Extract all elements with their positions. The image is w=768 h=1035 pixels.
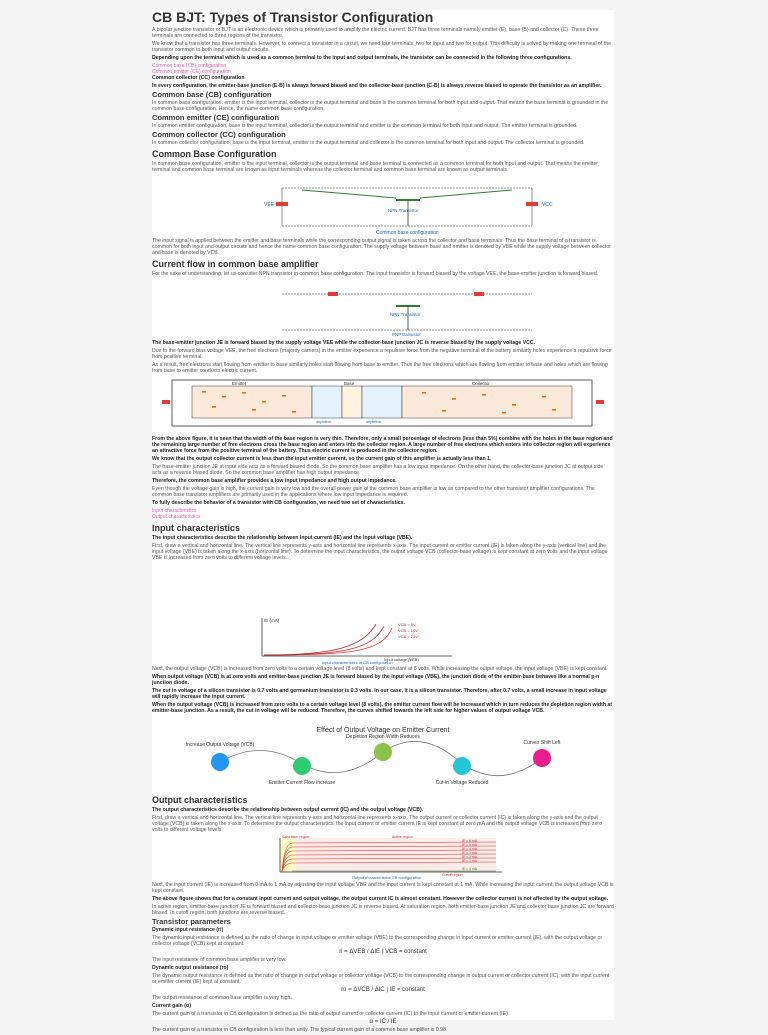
base-label: Base xyxy=(344,381,355,386)
char-list-item-2[interactable]: Output characteristics xyxy=(152,514,201,520)
tp-paragraph-5: The current gain of a transistor in CB configuration is defined as the ratio of output current or collector current (IC) to the input current or emitter current (IE). xyxy=(152,1011,510,1017)
cbc-paragraph-2: The input signal is applied between the emitter and base terminals while the corresponding output signal is taken across the collector and base terminals. Thus the base terminal of a transistor is common for both input and output circuits and hence the name common base configuration. The supply voltage between base and emitter is denoted by VBE while the supply voltage between collector and base is denoted by VCB. xyxy=(152,238,611,256)
cbc-paragraph-1: In common base configuration, emitter is the input terminal, collector is the output terminal and base terminal is connected as a common terminal for both input and output. That means the emitter terminal and common base terminal are known as input terminals whereas the collector terminal and common base terminal are known as output terminals. xyxy=(152,161,598,173)
node-1-label: Increase Output Voltage (VCB) xyxy=(185,742,255,748)
node-1-icon xyxy=(211,753,229,771)
oc-curve-3: IE = 3 mA xyxy=(462,851,477,855)
page-title: CB BJT: Types of Transistor Configuration xyxy=(152,9,434,25)
svg-text:VCC: VCC xyxy=(542,202,553,208)
emitter-label: Emitter xyxy=(232,381,247,386)
input-chart-caption: Input characteristics of CB configuration xyxy=(322,660,393,665)
section-common-base: Common Base Configuration xyxy=(152,149,277,159)
cutoff-label: Cutoff region xyxy=(442,873,463,877)
node-2-icon xyxy=(293,757,311,775)
cf-paragraph-1: For the sake of understanding, let us consider NPN transistor in common base configuration. The input transistor is forward biased by the voltage VEE, the base-emitter junction is forward biased. xyxy=(152,271,599,277)
oc-paragraph-3: Next, the input current (IE) is increased from 0 mA to 1 mA by adjusting the input voltage VBE and the input current is kept constant at 1 mA. While increasing the input current, the output voltage VCB is kept constant. xyxy=(152,882,614,894)
section-current-flow: Current flow in common base amplifier xyxy=(152,259,319,269)
cf-paragraph-7: The base-emitter junction JE at input side acts as a forward biased diode. So the common base amplifier has a low input impedance. On the other hand, the collector-base junction JC at output side acts as a reverse biased diode. So the common base amplifier has high output impedance. xyxy=(152,464,604,476)
oc-curve-5: IE = 1 mA xyxy=(462,859,477,863)
tp-paragraph-2: The input resistance of common base amplifier is very low. xyxy=(152,957,287,963)
input-chart-ylabel: IE (mA) xyxy=(264,618,280,623)
eq-ro: ro = ΔVCB / ΔIC | IE = constant xyxy=(341,987,425,993)
subhead-dyn-in: Dynamic input resistance (ri) xyxy=(152,927,224,933)
eq-ri: ri = ΔVEB / ΔIE | VCB = constant xyxy=(339,949,427,955)
collector-label: Collector xyxy=(472,381,490,386)
node-3-label: Depletion Region Width Reduces xyxy=(346,734,420,740)
section-transistor-parameters: Transistor parameters xyxy=(152,917,231,926)
oc-curve-2: IE = 4 mA xyxy=(462,847,477,851)
cb-config-label: Common base configuration xyxy=(376,230,439,236)
node-5-label: Curves Shift Left xyxy=(523,740,561,746)
npn-label: NPN Transistor xyxy=(388,208,419,213)
ic-paragraph-3: Next, the output voltage (VCB) is increased from zero volts to a certain voltage level (8 volts) and kept constant at 8 volts. While increasing the output voltage, the input voltage (VBE) is kept constant. xyxy=(152,666,608,672)
oc-paragraph-5: In active region, emitter-base junction JE is forward biased and collector-base junction JC is reverse biased. At saturation region, both emitter-base junction JE and collector base junction JC are forward biased. In cutoff region, both junctions are reverse biased. xyxy=(152,904,614,916)
node-4-icon xyxy=(453,757,471,775)
output-chart-caption: Output characteristics CB configuration xyxy=(352,875,422,880)
cf-paragraph-6: We know that the output collector current is less than the input emitter current, so the current gain of this amplifier is actually less than 1. xyxy=(152,456,492,462)
curve-label-2: VCB = 20V xyxy=(398,634,418,639)
subhead-ce: Common emitter (CE) configuration xyxy=(152,113,280,122)
saturation-label: Saturation region xyxy=(282,835,310,839)
svg-text:VEE: VEE xyxy=(264,202,275,208)
subhead-gain: Current gain (α) xyxy=(152,1003,191,1009)
cb-circuit-diagram xyxy=(152,178,614,236)
oc-paragraph-2: First, draw a vertical and horizontal line. The vertical line represents y-axis and horizontal line represents x-axis. The output current or collector current (IC) is taken along the y-axis and the output voltage (VCB) is taken along the x-axis. To determine the output characteristics, the input current or emitter current IE is kept constant at zero mA and the output voltage VCB is increased from zero volts to different voltage levels. xyxy=(152,815,602,833)
infographic-title: Effect of Output Voltage on Emitter Current xyxy=(316,727,450,734)
intro-paragraph-1: A bipolar junction transistor or BJT is an electronic device which is primarily used to amplify the electric current. BJT has three terminals namely emitter (E), base (B) and collector (C). These three terminals are connected to three regions of the transistor. xyxy=(152,27,599,39)
oc-paragraph-1: The output characteristics describe the relationship between output current (IC) and the output voltage (VCB). xyxy=(152,807,424,813)
input-chart-xlabel: Input voltage (VEB) xyxy=(384,657,419,662)
cc-paragraph: In common collector configuration, base is the input terminal, emitter is the output terminal and collector is the common terminal for both input and output. The collector terminal is grounded. xyxy=(152,140,585,146)
subhead-cc: Common collector (CC) configuration xyxy=(152,130,286,139)
tp-paragraph-4: The output resistance of common base amplifier is very high. xyxy=(152,995,292,1001)
cf-paragraph-8: Therefore, the common base amplifier provides a low input impedance and high output impedance. xyxy=(152,478,397,484)
intro-paragraph-2: We know that a transistor has three terminals. However, to connect a transistor in a circuit, we need four terminals: two for input and two for output. This difficulty is solved by making one terminal of the transistor common to both input and output circuits. xyxy=(152,41,612,53)
subhead-cb: Common base (CB) configuration xyxy=(152,90,272,99)
char-list-item-1[interactable]: Input characteristics xyxy=(152,508,197,514)
tp-paragraph-3: The dynamic output resistance is defined as the ratio of change in output voltage or collector voltage (VCB) to the corresponding change in output current or collector current (IC), with the input current or emitter current (IE) kept at constant. xyxy=(152,973,610,985)
npn-label-2: NPN Transistor xyxy=(390,312,421,317)
active-label: Active region xyxy=(392,835,413,839)
ic-paragraph-4: When output voltage (VCB) is at zero volts and emitter-base junction JE is forward biased by the input voltage (VBE), the junction diode of the emitter-base behaves like a normal p-n junction diode. xyxy=(152,674,600,686)
curve-vcb-10 xyxy=(264,626,384,655)
section-input-characteristics: Input characteristics xyxy=(152,523,241,533)
cf-paragraph-5: From the above figure, it is seen that the width of the base region is very thin. Therefore, only a small percentage of electrons (less than 5%) combine with the holes in the base region and the remaining large number of free electrons cross the base region and enters into the collector region. A large number of free electrons which enters into collector region will experience an attractive force from the positive terminal of the battery. Thus electric current is produced in the collector region. xyxy=(152,436,613,454)
tp-paragraph-6: The current gain of a transistor in CB configuration is less than unity. The typical current gain of a common base amplifier is 0.98. xyxy=(152,1027,448,1033)
cb-paragraph: In common base configuration, emitter is the input terminal, collector is the output terminal and base is the common terminal for both input and output. That means the base terminal is grounded in the common base configuration. Hence, the name common base configuration. xyxy=(152,100,609,112)
document-page xyxy=(152,9,614,1033)
oc-curve-1: IE = 5 mA xyxy=(462,843,477,847)
tp-paragraph-1: The dynamic input resistance is defined as the ratio of change in input voltage or emitter voltage (VBE) to the corresponding change in input current or emitter current (IE), with the output voltage or collector voltage (VCB) kept at constant. xyxy=(152,935,603,947)
intro-block xyxy=(152,10,614,175)
output-characteristics-chart xyxy=(152,834,614,880)
depletion-label-2: depletion xyxy=(366,420,382,424)
list-item-2[interactable]: Common emitter (CE) configuration xyxy=(152,69,231,75)
list-item-1[interactable]: Common base (CB) configuration xyxy=(152,63,227,69)
oc-curve-6: IE = 0 mA xyxy=(462,867,477,871)
cf-paragraph-3: Due to the forward bias voltage VEE, the free electrons (majority carriers) in the emitter experience a repulsive force from the negative terminal of the battery similarly holes experience a repulsive force from positive terminal. xyxy=(152,348,612,360)
npn-bias-diagram xyxy=(152,286,614,338)
node-5-icon xyxy=(533,749,551,767)
list-item-3: Common collector (CC) configuration xyxy=(152,75,245,81)
cf-paragraph-10: To fully describe the behavior of a transistor with CB configuration, we need two set of characteristics. xyxy=(152,500,405,506)
node-3-icon xyxy=(374,743,392,761)
curve-label-1: VCB = 10V xyxy=(398,628,418,633)
oc-paragraph-4: The above figure shows that for a constant input current and output voltage, the output current IC is almost constant. However the collector current is not affected by the output voltage. xyxy=(152,896,609,902)
effect-infographic xyxy=(152,724,614,790)
node-2-label: Emitter Current Flow Increase xyxy=(268,780,336,786)
depletion-label-1: depletion xyxy=(316,420,332,424)
cf-paragraph-2: The base-emitter junction JE is forward biased by the supply voltage VEE while the collector-base junction JC is reverse biased by the supply voltage VCC. xyxy=(152,340,536,346)
oc-curve-0: IE = 6 mA xyxy=(462,839,477,843)
curve-label-0: VCB = 0V xyxy=(398,622,416,627)
ic-paragraph-1: The input characteristics describe the relationship between input current (IE) and the input voltage (VBE). xyxy=(152,535,413,541)
ce-paragraph: In common emitter configuration, base is the input terminal, collector is the output terminal and emitter is the common terminal for both input and output. The emitter terminal is grounded. xyxy=(152,123,578,129)
cf-paragraph-9: Even though the voltage gain is high, the current gain is very low and the overall power gain of the common base amplifier is low as compared to the other transistor amplifier configurations. The common base transistor amplifiers are primarily used in the applications where low input impedance is required. xyxy=(152,486,595,498)
section-output-characteristics: Output characteristics xyxy=(152,795,248,805)
cf-paragraph-4: As a result, free electrons start flowing from emitter to base similarly holes start flowing from base to emitter. Thus the free electrons which are flowing from emitter to base and holes which are flowing from base to emitter conducts electric current. xyxy=(152,362,608,374)
input-characteristics-chart xyxy=(152,614,614,664)
subhead-dyn-out: Dynamic output resistance (ro) xyxy=(152,965,229,971)
pnp-label: PNP transistor xyxy=(392,332,421,337)
node-4-label: Cut-in Voltage Reduced xyxy=(435,780,489,786)
ic-paragraph-6: When the output voltage (VCB) is increased from zero volts to a certain voltage level (8 volts), the emitter current flow will be increased which in turn reduces the depletion region width at emitter-base junction. As a result, the cut in voltage will be reduced. Therefore, the curves shifted towards the left side for higher values of output voltage VCB. xyxy=(152,702,613,714)
oc-curve-4: IE = 2 mA xyxy=(462,855,477,859)
intro-paragraph-4: In every configuration, the emitter-base junction (E-B) is always forward biased and the collector-base junction (C-B) is always reverse biased to operate the transistor as an amplifier. xyxy=(152,83,602,89)
ic-paragraph-5: The cut in voltage of a silicon transistor is 0.7 volts and germanium transistor is 0.3 volts. In our case, it is a silicon transistor. Therefore, after 0.7 volts, a small increase in input voltage will rapidly increase the input current. xyxy=(152,688,607,700)
eq-alpha: α = IC / IE xyxy=(369,1019,397,1025)
ic-paragraph-2: First, draw a vertical and horizontal line. The vertical line represents y-axis and horizontal line represents x-axis. The input current or emitter current (IE) is taken along the y-axis (vertical line) and the input voltage (VBE) is taken along the x-axis (horizontal line). To determine the input characteristics, the output voltage VCB (collector-base voltage) is kept constant at zero volts and the input voltage VBE is increased from zero volts to different voltage levels. xyxy=(152,543,608,561)
intro-paragraph-3: Depending upon the terminal which is used as a common terminal to the input and output terminals, the transistor can be connected in the following three configurations. xyxy=(152,55,572,61)
carrier-flow-diagram xyxy=(152,376,614,434)
